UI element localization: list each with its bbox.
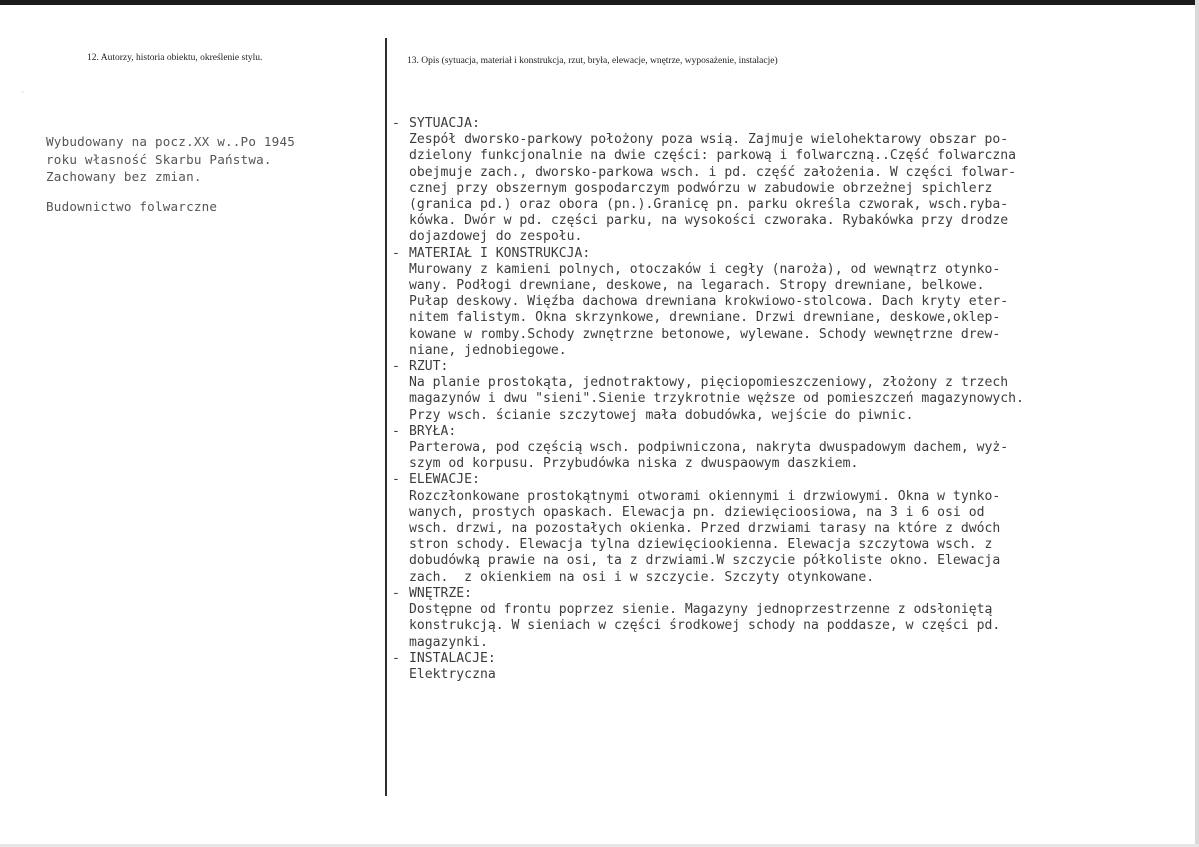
section-title: - INSTALACJE: [398,651,1188,667]
section-title: - BRYŁA: [398,424,1188,440]
section-line: szym od korpusu. Przybudówka niska z dwuspaowym daszkiem. [409,456,859,472]
scan-right-edge [1195,0,1199,847]
section-line: Przy wsch. ścianie szczytowej mała dobudówka, wejście do piwnic. [409,407,914,423]
column-divider [385,38,387,796]
section-line: kowane w romby.Schody zwnętrzne betonowe, wylewane. Schody wewnętrzne drew- [409,326,1001,342]
section-title: - WNĘTRZE: [398,586,1188,602]
section-line: Elektryczna [409,666,496,682]
scan-speck: · [20,88,26,98]
section-line: Murowany z kamieni polnych, otoczaków i cegły (naroża), od wewnątrz otynko- [409,261,1001,277]
section-line: dobudówką prawie na osi, ta z drzwiami.W szczycie półkoliste okno. Elewacja [409,553,1001,569]
section-line: zach. z okienkiem na osi i w szczycie. Szczyty otynkowane. [409,569,875,585]
section-line: magazynki. [409,634,488,650]
section-sytuacja [398,116,1188,246]
section-line: wsch. drzwi, na pozostałych okienka. Przed drzwiami tarasy na które z dwóch [409,521,1001,537]
section-line: Dostępne od frontu poprzez sienie. Magazyny jednoprzestrzenne z odsłoniętą [409,602,993,618]
section-line: (granica pd.) oraz obora (pn.).Granicę pn. parku określa czworak, wsch.ryba- [409,197,1009,213]
section-line: Rozczłonkowane prostokątnymi otworami okiennymi i drzwiowymi. Okna w tynko- [409,488,1001,504]
section-line: wanych, prostych opaskach. Elewacja pn. dziewięcioosiowa, na 3 i 6 osi od [409,504,985,520]
history-line: Zachowany bez zmian. [46,169,202,185]
section-wnetrze [398,586,1188,651]
section-line: dojazdowej do zespołu. [409,229,583,245]
section-line: stron schody. Elewacja tylna dziewięciookienna. Elewacja szczytowa wsch. z [409,537,993,553]
section-line: konstrukcją. W sieniach w części środkowej schody na poddasze, w części pd. [409,618,1001,634]
description-text [398,116,1188,683]
section-title: - ELEWACJE: [398,472,1188,488]
section-line: Parterowa, pod częścią wsch. podpiwniczona, nakryta dwuspadowym dachem, wyż- [409,440,1009,456]
section-line: niane, jednobiegowe. [409,342,567,358]
section-line: Na planie prostokąta, jednotraktowy, pięciopomieszczeniowy, złożony z trzech [409,375,1009,391]
history-line: Wybudowany na pocz.XX w..Po 1945 [46,134,296,149]
section-title: - SYTUACJA: [398,116,1188,132]
history-line: roku własność Skarbu Państwa. [46,151,272,167]
left-column-heading: 12. Autorzy, historia obiektu, określenie stylu. [87,53,263,63]
section-rzut [398,359,1188,424]
history-text [46,133,376,215]
section-title: - RZUT: [398,359,1188,375]
scan-top-edge [0,0,1199,5]
section-elewacje [398,472,1188,585]
section-line: dzielony funkcjonalnie na dwie części: parkową i folwarczną..Część folwarczna [409,148,1016,164]
section-line: cznej przy obszernym gospodarczym podwórzu w zabudowie obrzeżnej spichlerz [409,180,993,196]
section-line: obejmuje zach., dworsko-parkowa wsch. i pd. część założenia. W części folwar- [409,164,1016,180]
section-line: Zespół dworsko-parkowy położony poza wsią. Zajmuje wielohektarowy obszar po- [409,132,1009,148]
section-title: - MATERIAŁ I KONSTRUKCJA: [398,246,1188,262]
spacer [46,186,376,198]
section-bryla [398,424,1188,473]
section-line: magazynów i dwu "sieni".Sienie trzykrotnie węższe od pomieszczeń magazynowych. [409,391,1024,407]
section-material [398,246,1188,359]
section-instalacje [398,651,1188,683]
section-line: wany. Podłogi drewniane, deskowe, na legarach. Stropy drewniane, belkowe. [409,278,985,294]
section-line: Pułap deskowy. Więźba dachowa drewniana krokwiowo-stolcowa. Dach kryty eter- [409,294,1009,310]
style-line: Budownictwo folwarczne [46,198,218,214]
section-line: nitem falistym. Okna skrzynkowe, drewniane. Drzwi drewniane, deskowe,oklep- [409,310,1001,326]
right-column-heading: 13. Opis (sytuacja, materiał i konstrukcja, rzut, bryła, elewacje, wnętrze, wyposażenie, instalacje) [407,56,778,66]
section-line: kówka. Dwór w pd. części parku, na wysokości czworaka. Rybakówka przy drodze [409,213,1009,229]
